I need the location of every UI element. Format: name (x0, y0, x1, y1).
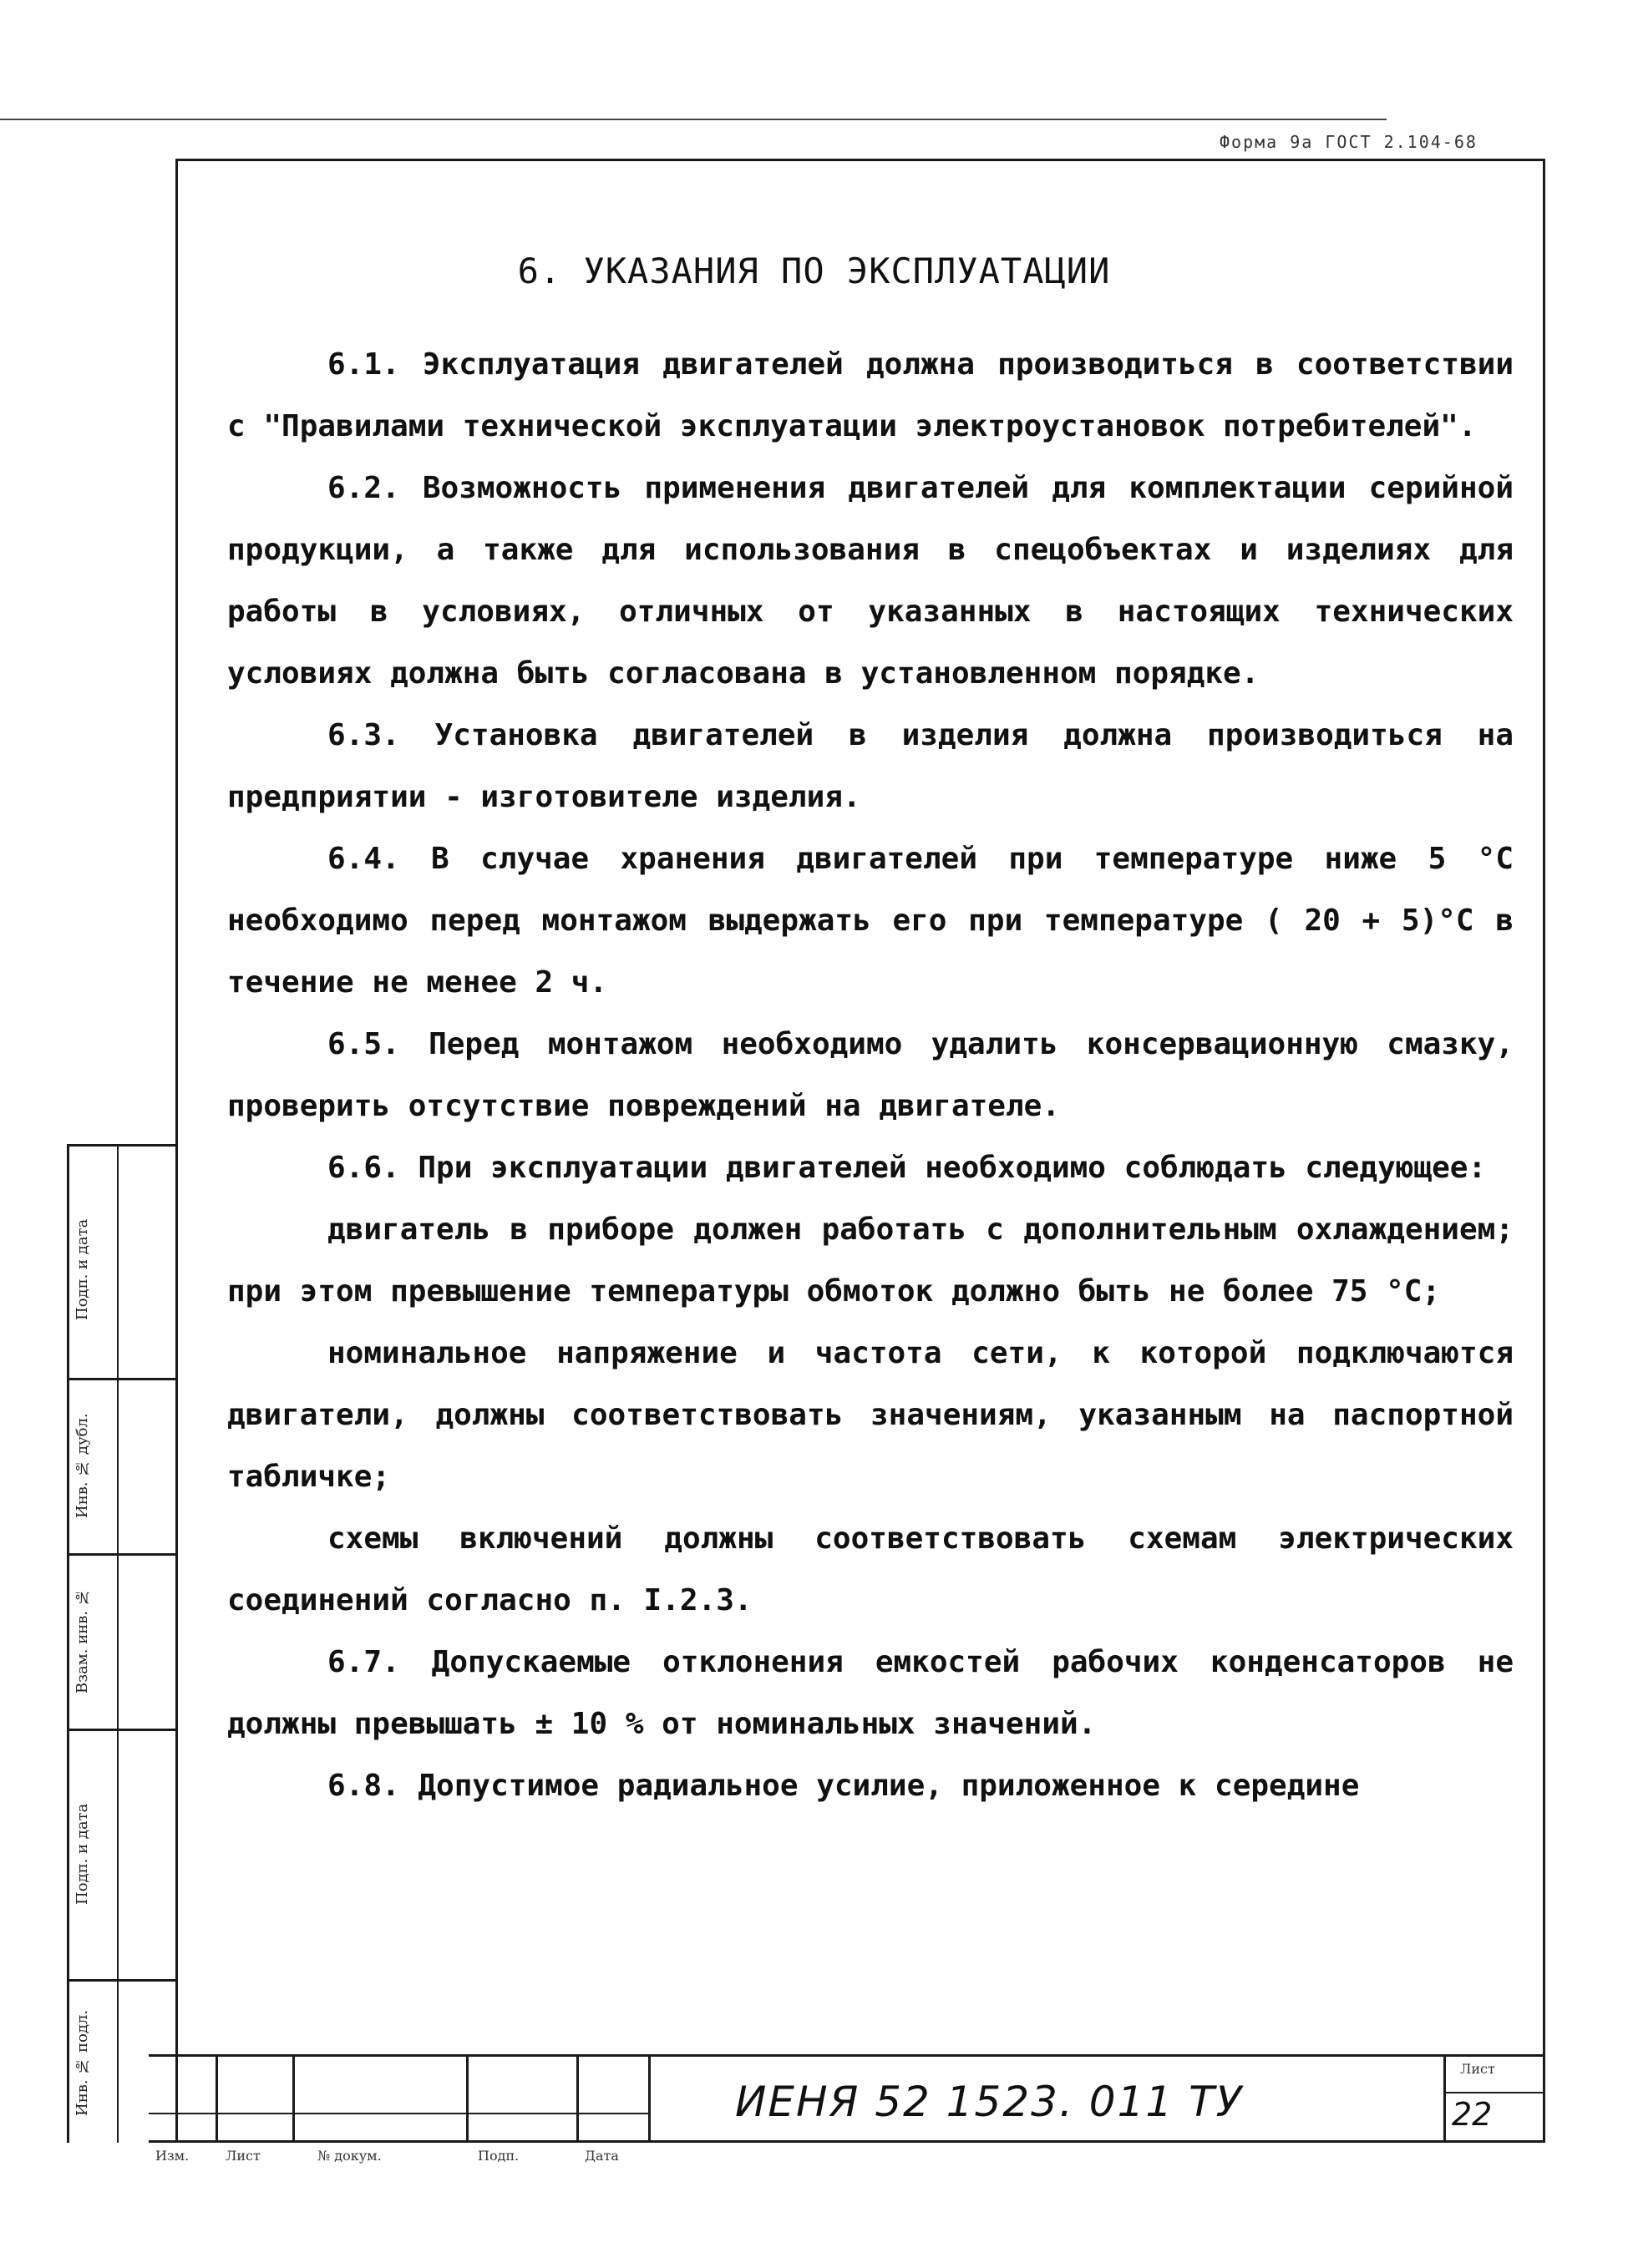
side-label-replace-inv: Взам. инв. № (74, 1588, 91, 1693)
title-label-signature: Подп. (478, 2148, 520, 2164)
title-block-col (292, 2054, 295, 2143)
side-stamp-top-border (67, 1144, 177, 1147)
title-block-col (648, 2054, 651, 2143)
paragraph-6-5: 6.5. Перед монтажом необходимо удалить консервационную смазку, проверить отсутствие повреждений на двигателе. (227, 1027, 1514, 1123)
frame-bottom (149, 2140, 1545, 2143)
side-stamp-left-border (67, 1144, 69, 2143)
title-block-mid-border (149, 2113, 650, 2114)
side-label-sign-date-2: Подп. и дата (74, 1803, 91, 1905)
list-item-schemes: схемы включений должны соответствовать схемам электрических соединений согласно п. I.2.3. (227, 1521, 1514, 1617)
side-stamp-divider (67, 1553, 177, 1556)
title-label-sheet: Лист (226, 2148, 261, 2164)
side-label-orig-inv: Инв. № подл. (74, 2009, 91, 2116)
list-item-voltage: номинальное напряжение и частота сети, к которой подключаются двигатели, должны соответствовать значениям, указанным на паспортной табличке; (227, 1336, 1514, 1494)
paragraph-6-8: 6.8. Допустимое радиальное усилие, приложенное к середине (327, 1769, 1360, 1803)
frame-left (175, 159, 178, 2143)
document-code: ИЕНЯ 52 1523. 011 ТУ (735, 2078, 1244, 2126)
page-title: 6. УКАЗАНИЯ ПО ЭКСПЛУАТАЦИИ (517, 251, 1111, 291)
title-block-col (576, 2054, 579, 2143)
paragraph-6-6: 6.6. При эксплуатации двигателей необходимо соблюдать следующее: (327, 1151, 1487, 1185)
sheet-number: 22 (1452, 2096, 1493, 2133)
side-stamp-divider (67, 1729, 177, 1731)
sheet-label: Лист (1460, 2061, 1495, 2077)
form-label: Форма 9а ГОСТ 2.104-68 (1220, 132, 1478, 152)
paragraph-6-7: 6.7. Допускаемые отклонения емкостей рабочих конденсаторов не должны превышать ± 10 % от номинальных значений. (227, 1645, 1514, 1741)
side-label-sign-date: Подп. и дата (74, 1218, 91, 1320)
side-stamp-divider (67, 1378, 177, 1380)
title-block-top-border (149, 2054, 1545, 2057)
title-label-doc-no: № докум. (317, 2148, 382, 2164)
list-item-cooling: двигатель в приборе должен работать с дополнительным охлаждением; при этом превышение температуры обмоток должно быть не более 75 °С; (227, 1212, 1514, 1309)
paragraph-6-1: 6.1. Эксплуатация двигателей должна производиться в соответствии с "Правилами технической эксплуатации электроустановок потребителей". (227, 347, 1514, 443)
title-label-date: Дата (585, 2148, 619, 2164)
title-block-col (216, 2054, 218, 2143)
frame-top (175, 159, 1545, 161)
paragraph-6-2: 6.2. Возможность применения двигателей для комплектации серийной продукции, а также для использования в спецобъектах и изделиях для работы в условиях, отличных от указанных в настоящих технических условиях должна быть согласована в установленном порядке. (227, 471, 1514, 691)
top-rule (0, 119, 1387, 120)
frame-right (1543, 159, 1545, 2143)
paragraph-6-3: 6.3. Установка двигателей в изделия должна производиться на предприятии - изготовителе изделия. (227, 718, 1514, 814)
paragraph-6-4: 6.4. В случае хранения двигателей при температуре ниже 5 °С необходимо перед монтажом выдержать его при температуре ( 20 + 5)°С в течение не менее 2 ч. (227, 842, 1514, 1000)
document-body (227, 334, 1514, 1817)
side-label-dup-inv: Инв. № дубл. (74, 1413, 91, 1518)
title-label-change: Изм. (155, 2148, 190, 2164)
title-block-col (466, 2054, 469, 2143)
sheet-cell-divider (1443, 2092, 1545, 2093)
side-stamp-divider (67, 1979, 177, 1982)
title-block-col (1443, 2054, 1446, 2143)
